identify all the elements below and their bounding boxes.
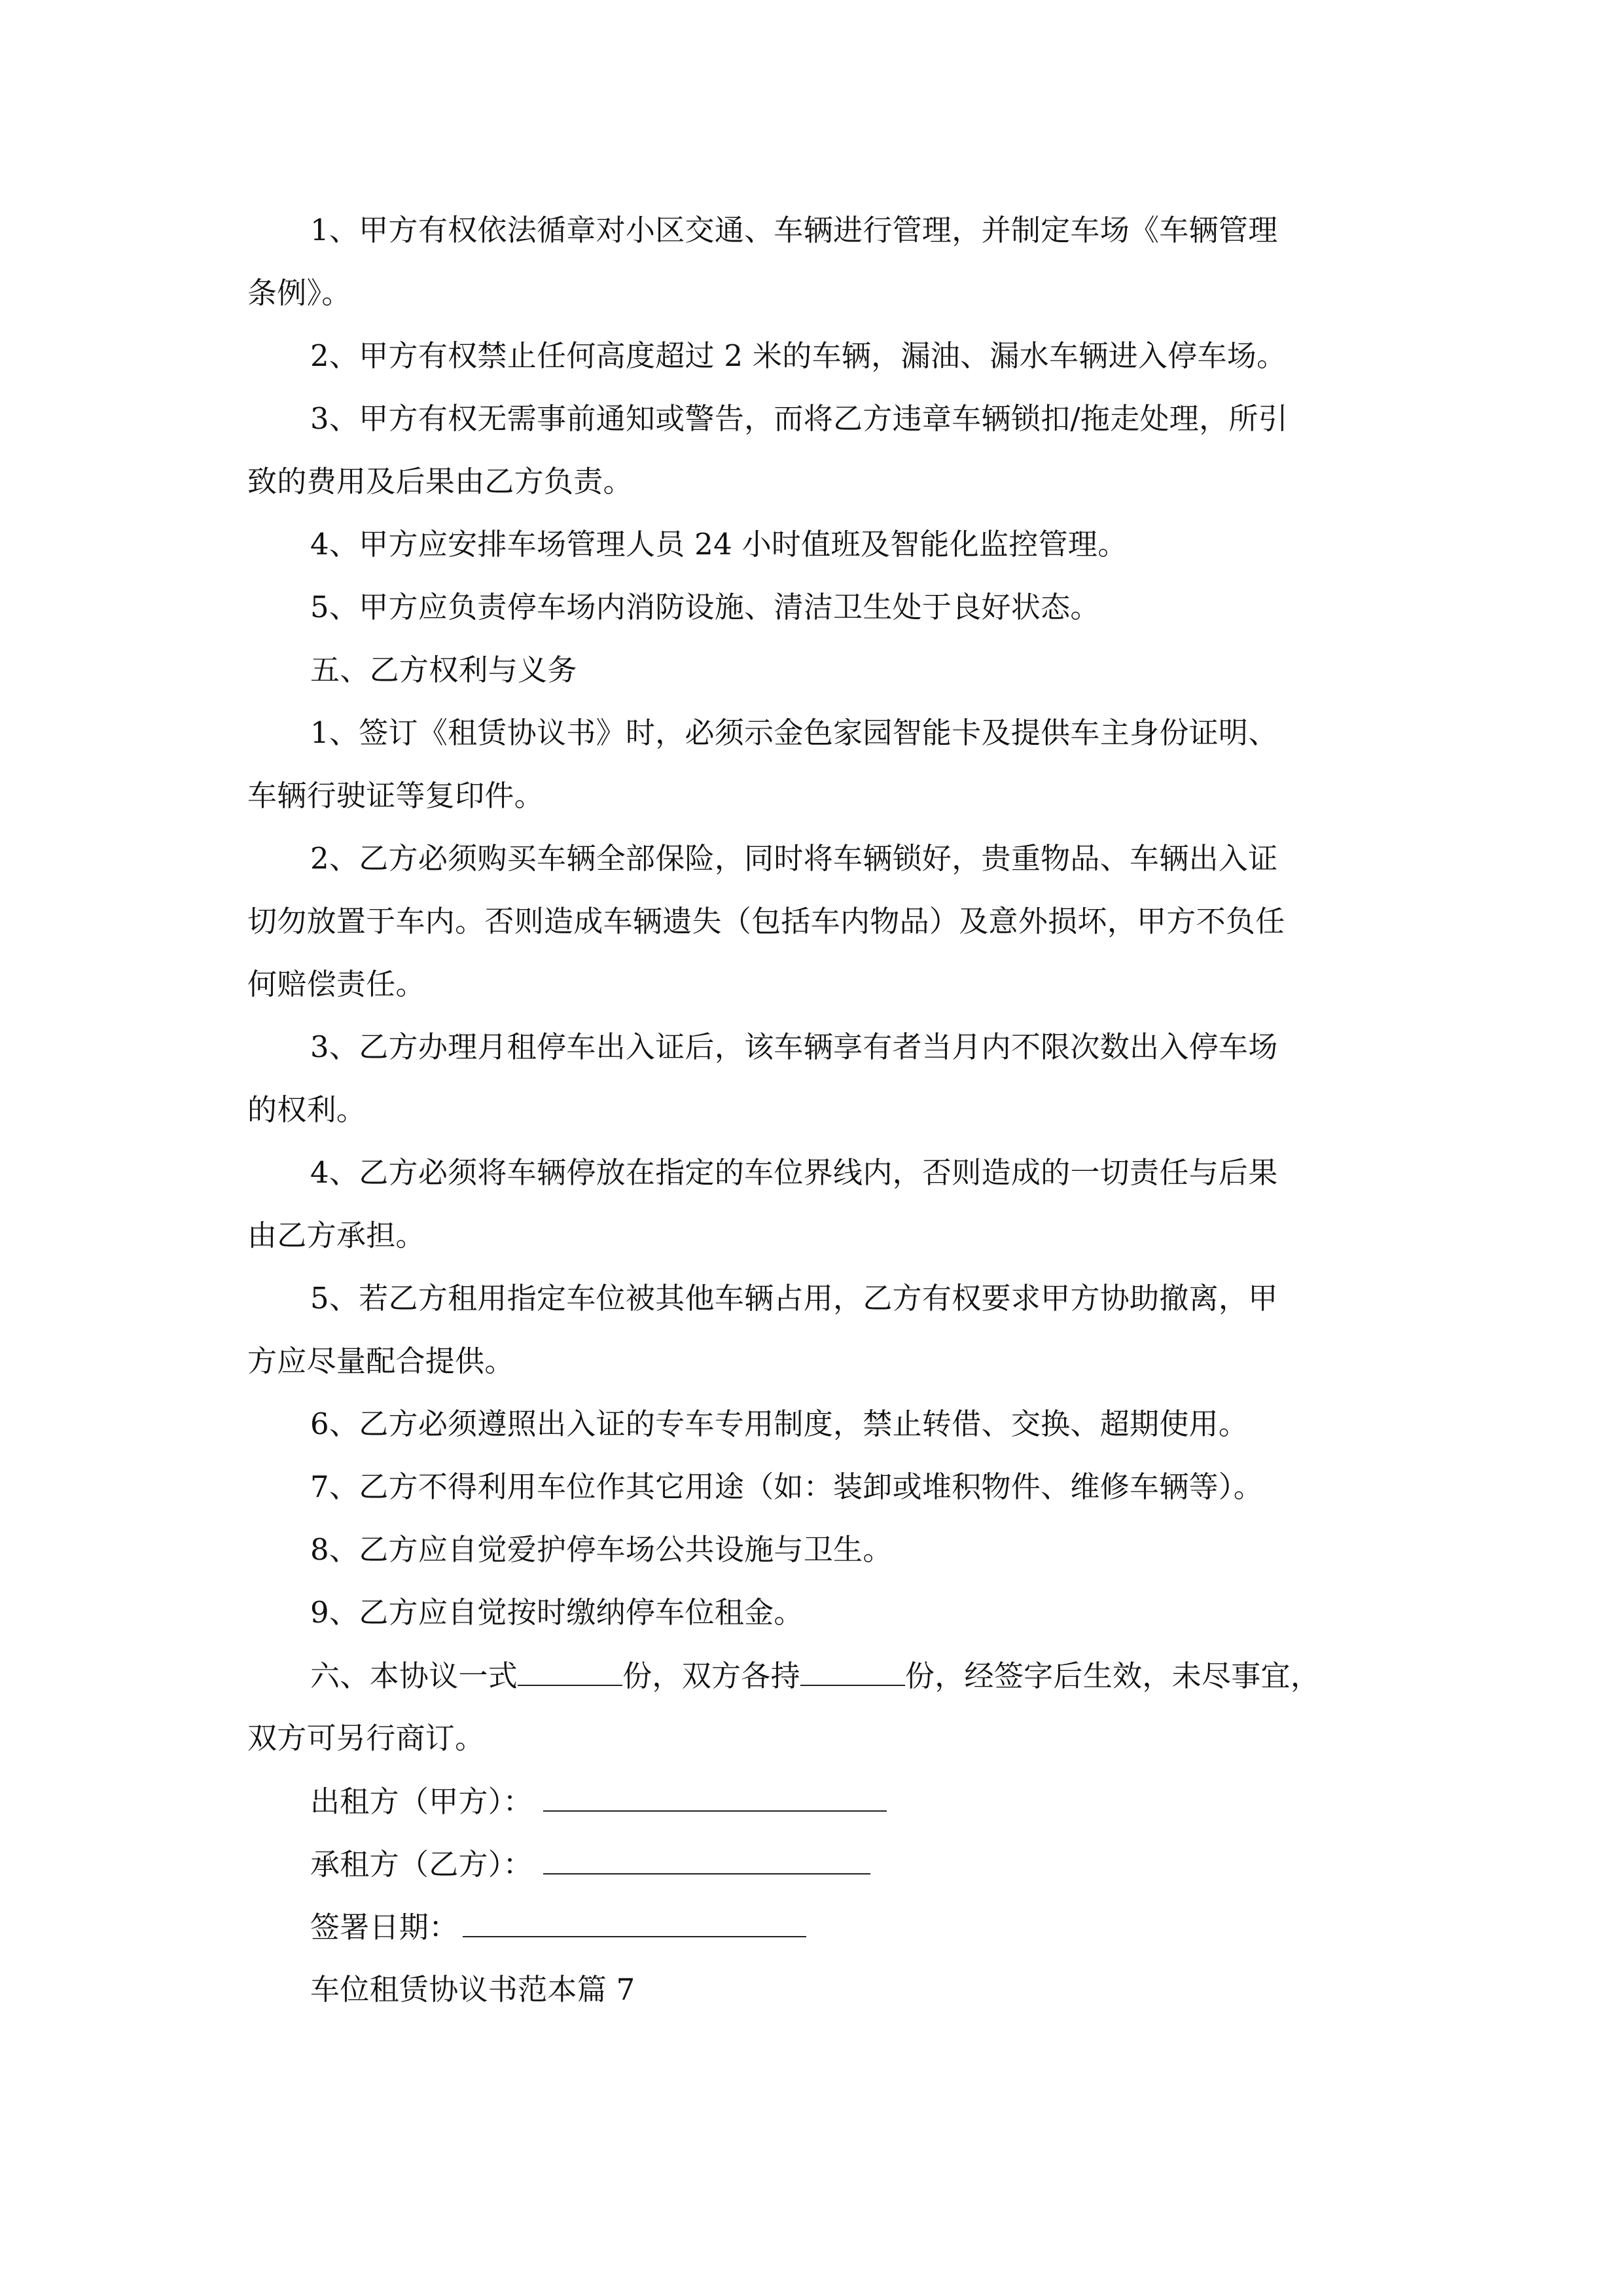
- lessee-label: 承租方（乙方）：: [310, 1847, 533, 1882]
- section-5-heading: 五、乙方权利与义务: [310, 653, 577, 687]
- clause-5-6: 6、乙方必须遵照出入证的专车专用制度，禁止转借、交换、超期使用。: [310, 1407, 1249, 1441]
- clause-5-2-line-3: 何赔偿责任。: [247, 967, 425, 1001]
- clause-4-2: 2、甲方有权禁止任何高度超过 2 米的车辆，漏油、漏水车辆进入停车场。: [310, 338, 1287, 373]
- lessee-signature-blank[interactable]: [543, 1844, 870, 1874]
- clause-5-5-line-2: 方应尽量配合提供。: [247, 1344, 514, 1378]
- lessor-label: 出租方（甲方）：: [310, 1784, 533, 1819]
- clause-5-5-line-1: 5、若乙方租用指定车位被其他车辆占用，乙方有权要求甲方协助撤离，甲: [310, 1281, 1278, 1316]
- clause-4-3-line-2: 致的费用及后果由乙方负责。: [247, 464, 633, 499]
- clause-5-9: 9、乙方应自觉按时缴纳停车位租金。: [310, 1595, 804, 1630]
- clause-4-3-line-1: 3、甲方有权无需事前通知或警告，而将乙方违章车辆锁扣/拖走处理，所引: [310, 401, 1288, 436]
- copies-total-blank[interactable]: [518, 1656, 622, 1686]
- clause-6-part-3: 份，经签字后生效，未尽事宜，: [904, 1659, 1321, 1693]
- lessor-signature-row: [310, 1782, 887, 1821]
- sign-date-row: [310, 1907, 806, 1947]
- lessee-signature-row: [310, 1844, 870, 1884]
- clause-5-1-line-2: 车辆行驶证等复印件。: [247, 778, 544, 813]
- clause-4-1-line-1: 1、甲方有权依法循章对小区交通、车辆进行管理，并制定车场《车辆管理: [310, 213, 1278, 247]
- next-section-title: 车位租赁协议书范本篇 7: [310, 1972, 635, 2007]
- clause-5-3-line-1: 3、乙方办理月租停车出入证后，该车辆享有者当月内不限次数出入停车场: [310, 1030, 1278, 1064]
- clause-5-8: 8、乙方应自觉爱护停车场公共设施与卫生。: [310, 1532, 893, 1567]
- clause-5-2-line-2: 切勿放置于车内。否则造成车辆遗失（包括车内物品）及意外损坏，甲方不负任: [247, 904, 1285, 939]
- clause-6-part-1: 六、本协议一式: [310, 1659, 518, 1693]
- sign-date-label: 签署日期：: [310, 1910, 459, 1945]
- clause-5-1-line-1: 1、签订《租赁协议书》时，必须示金色家园智能卡及提供车主身份证明、: [310, 715, 1278, 750]
- clause-6-part-2: 份，双方各持: [622, 1659, 800, 1693]
- sign-date-blank[interactable]: [463, 1907, 806, 1937]
- clause-5-2-line-1: 2、乙方必须购买车辆全部保险，同时将车辆锁好，贵重物品、车辆出入证: [310, 841, 1278, 876]
- clause-6-line-2: 双方可另行商订。: [247, 1721, 485, 1755]
- clause-5-3-line-2: 的权利。: [247, 1092, 366, 1127]
- lessor-signature-blank[interactable]: [543, 1782, 887, 1812]
- clause-6-line-1: [310, 1656, 1320, 1696]
- clause-4-5: 5、甲方应负责停车场内消防设施、清洁卫生处于良好状态。: [310, 590, 1100, 624]
- copies-each-blank[interactable]: [800, 1656, 905, 1686]
- clause-4-4: 4、甲方应安排车场管理人员 24 小时值班及智能化监控管理。: [310, 527, 1128, 562]
- clause-5-7: 7、乙方不得利用车位作其它用途（如：装卸或堆积物件、维修车辆等）。: [310, 1469, 1264, 1504]
- document-page: [247, 0, 1376, 2296]
- clause-4-1-line-2: 条例》。: [247, 276, 351, 310]
- clause-5-4-line-2: 由乙方承担。: [247, 1218, 425, 1253]
- clause-5-4-line-1: 4、乙方必须将车辆停放在指定的车位界线内，否则造成的一切责任与后果: [310, 1155, 1278, 1190]
